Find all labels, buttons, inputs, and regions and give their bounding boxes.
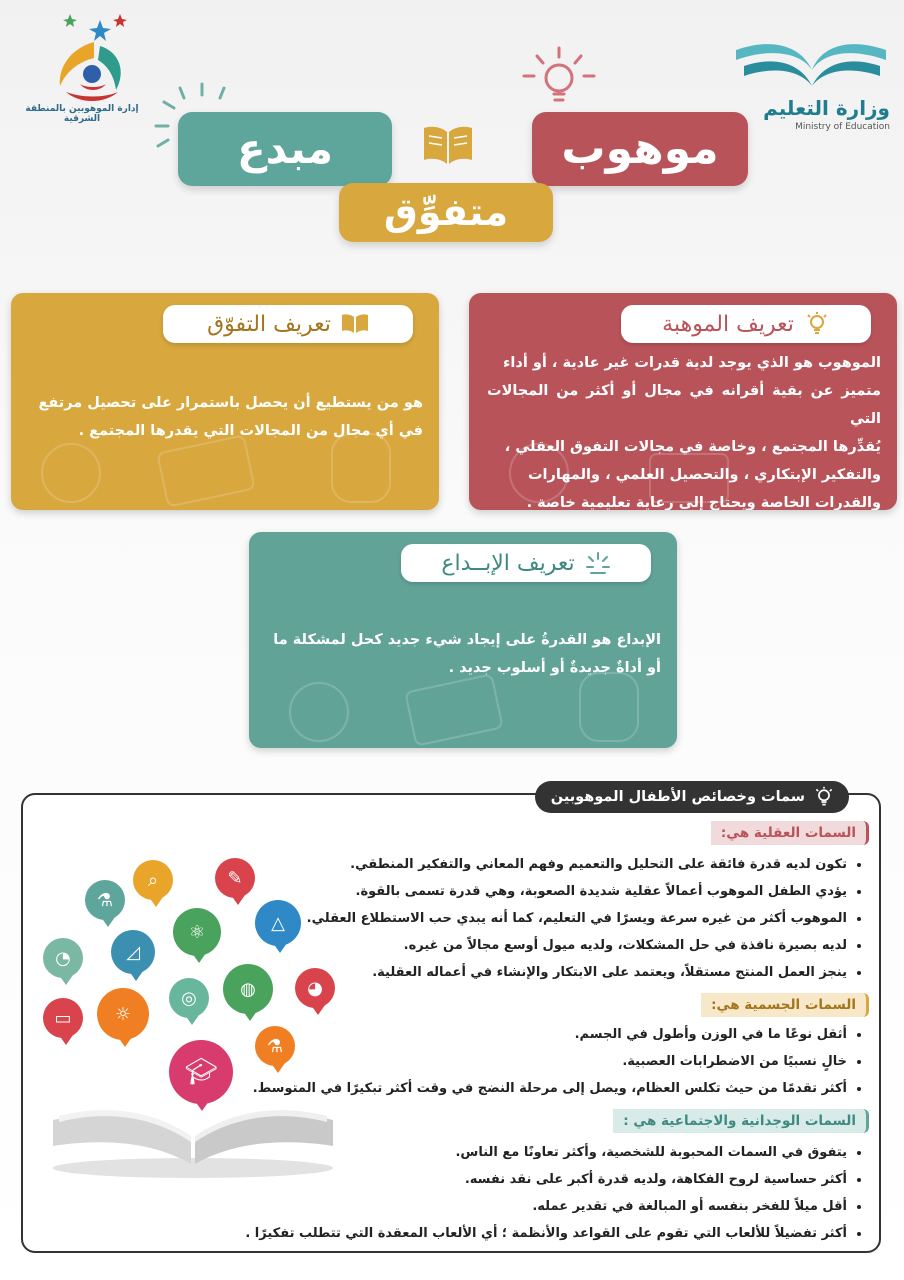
mental-heading: السمات العقلية هي:	[711, 821, 869, 845]
word-creative: مبدع	[178, 112, 392, 186]
social-heading: السمات الوجدانية والاجتماعية هي :	[613, 1109, 869, 1133]
atom-icon: ⚛	[173, 908, 221, 956]
physical-list	[252, 1021, 865, 1102]
ruler-icon: ◿	[111, 930, 155, 974]
traits-title: سمات وخصائص الأطفال الموهوبين	[550, 789, 805, 805]
flask-icon: ⚗	[255, 1026, 295, 1066]
creativity-title: تعريف الإبــداع	[441, 550, 575, 576]
list-item: • لديه بصيرة نافذة في حل المشكلات، ولديه ميول أوسع مجالاً من غيره.	[365, 932, 847, 959]
talent-line: الموهوب هو الذي يوجد لدية قدرات غير عادية ، أو أداء	[503, 355, 881, 371]
list-item: • يتفوق في السمات المحبوبة للشخصية، وأكثر تعاونًا مع الناس.	[365, 1139, 847, 1166]
education-illustration	[33, 850, 353, 1180]
lightbulb-icon	[813, 786, 835, 808]
card-excellence-definition	[11, 293, 439, 510]
list-item: • أثقل نوعًا ما في الوزن وأطول في الجسم.	[365, 1021, 847, 1048]
creativity-text	[267, 626, 661, 682]
list-item: • تكون لديه قدرة فائقة على التحليل والتعميم وفهم المعاني والتفكير المنطقي.	[365, 851, 847, 878]
open-book-icon	[420, 122, 476, 170]
compass-icon: △	[255, 900, 301, 946]
list-item: • خالٍ نسبيًا من الاضطرابات العصبية.	[365, 1048, 847, 1075]
traits-title-pill	[535, 781, 849, 813]
excellence-text	[29, 389, 423, 445]
palette-icon: ◕	[295, 968, 335, 1008]
talent-text	[487, 349, 881, 510]
talent-line: يُقدِّرها المجتمع ، وخاصة في مجالات التفوق العقلي ،	[504, 439, 881, 455]
word-gifted: موهوب	[532, 112, 748, 186]
excellence-title: تعريف التفوّق	[207, 311, 331, 337]
book-icon: ▭	[43, 998, 83, 1038]
creativity-title-pill	[401, 544, 651, 582]
book-icon	[341, 313, 369, 335]
list-item: • أكثر حساسية لروح الفكاهة، ولديه قدرة أكبر على نقد نفسه.	[365, 1166, 847, 1193]
list-item: • يؤدي الطفل الموهوب أعمالاً عقلية شديدة الصعوبة، وهي قدرة تسمى بالقوة.	[365, 878, 847, 905]
flask-icon: ⚗	[85, 880, 125, 920]
lightbulb-rays-icon	[514, 44, 604, 114]
region-logo-text: إدارة الموهوبين بالمنطقة الشرقية	[25, 104, 139, 124]
talent-title-pill	[621, 305, 871, 343]
sparkle-icon	[585, 551, 611, 575]
lightbulb-icon: ☼	[97, 988, 149, 1040]
ministry-book-icon	[730, 30, 892, 100]
ministry-name-en: Ministry of Education	[795, 122, 890, 132]
talent-line: والتفكير الإبتكاري ، والتحصيل العلمي ، والمهارات	[527, 467, 881, 483]
palette-icon: ◔	[43, 938, 83, 978]
list-item: • أكثر تقدمًا من حيث تكلس العظام، ويصل إلى مرحلة النضج في وقت أكثر تبكيرًا في المتوسط.	[365, 1075, 847, 1102]
lightbulb-icon	[804, 311, 830, 337]
excellence-line: في أي مجال من المجالات التي يقدرها المجتمع .	[78, 423, 423, 439]
creativity-line: أو أداةٌ جديدةٌ أو أسلوب جديد .	[448, 660, 661, 676]
list-item: • أكثر تفضيلاً للألعاب التي تقوم على القواعد والأنظمة ؛ أي الألعاب المعقدة التي تتطلب تفكيرًا .	[365, 1220, 847, 1247]
excellence-title-pill	[163, 305, 413, 343]
talent-line: متميز عن بقية أقرانه في مجال أو أكثر من المجالات التي	[487, 383, 881, 427]
excellence-line: هو من يستطيع أن يحصل باستمرار على تحصيل مرتفع	[38, 395, 423, 411]
physical-heading: السمات الجسمية هي:	[701, 993, 869, 1017]
mental-list	[306, 851, 865, 986]
globe-icon: ◎	[169, 978, 209, 1018]
globe-icon: ◍	[223, 964, 273, 1014]
traits-box	[21, 789, 881, 1253]
magnifier-icon: ⌕	[133, 860, 173, 900]
talent-line: والقدرات الخاصة ويحتاج إلى رعاية تعليمية خاصة .	[526, 495, 881, 510]
card-creativity-definition	[249, 532, 677, 748]
graduation-cap-icon: 🎓︎	[169, 1040, 233, 1104]
region-logo	[22, 6, 142, 136]
ministry-logo	[730, 30, 892, 140]
pencil-icon: ✎	[215, 858, 255, 898]
card-talent-definition	[469, 293, 897, 510]
social-list	[245, 1139, 865, 1247]
region-logo-emblem	[22, 6, 142, 106]
talent-title: تعريف الموهبة	[662, 311, 794, 337]
list-item: • أقل ميلاً للفخر بنفسه أو المبالغة في تقدير عمله.	[365, 1193, 847, 1220]
creativity-line: الإبداع هو القدرةُ على إيجاد شيء جديد كحل لمشكلة ما	[273, 632, 661, 648]
list-item: • الموهوب أكثر من غيره سرعة ويسرًا في التعليم، كما أنه يبدي حب الاستطلاع العقلي.	[365, 905, 847, 932]
list-item: • ينجز العمل المنتج مستقلاً، ويعتمد على الابتكار والإنشاء في أعماله العقلية.	[365, 959, 847, 986]
ministry-name-ar: وزارة التعليم	[763, 96, 890, 120]
word-excellent: متفوِّق	[339, 183, 553, 242]
